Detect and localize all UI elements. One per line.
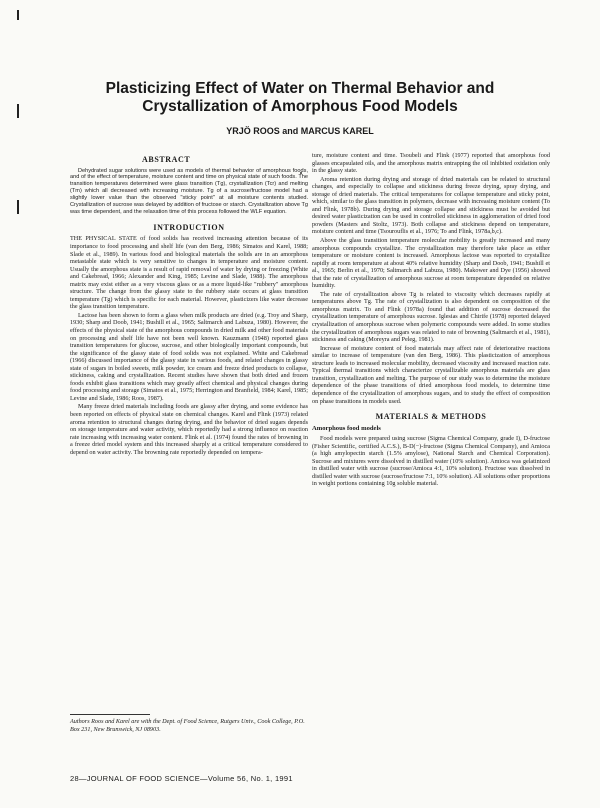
left-column [70, 152, 308, 457]
article-title [60, 80, 540, 116]
right-column [312, 152, 550, 489]
intro-paragraph-2: Lactose has been shown to form a glass when milk products are dried (e.g. Troy and Sharp, 1930; Sharp and Doob, 1941; Bushill et al., 1965; Saltmarch and Labuza, 1980). However, the effects of the physical state of the amorphous compounds in dried milk and other food materials on processing and shelf life have not been well known. Kauzmann (1948) reported glass transition temperatures for glucose, sucrose, and other biologically important compounds, but the significance of the glassy state of food solids was not explained. White and Cakebread (1966) discussed importance of the glassy state in various foods, and related changes in glassy state of sugars in boiled sweets, milk powder, ice cream and freeze dried products to collapse, stickiness, caking and crystallization. Recent studies have shown that both dried and frozen foods exhibit glass transitions which may greatly affect chemical and physical changes during food processing and storage (Simatos et al., 1975; Herrington and Branfield, 1984; Karel, 1985; Levine and Slade, 1986; Roos, 1987). [70, 311, 308, 402]
title-line-1: Plasticizing Effect of Water on Thermal Behavior and [105, 80, 495, 97]
right-paragraph-1: ture, moisture content and time. Tsoubeli and Flink (1977) reported that amorphous food glasses encapsulated oils, and the amorphous matrix entrapping the oil inhibited oxidation only in the glassy state. [312, 152, 550, 175]
right-paragraph-3: Above the glass transition temperature molecular mobility is greatly increased and many amorphous compounds crystallize. The crystallization may therefore take place as either temperature or moisture content is increased. Amorphous lactose was reported to crystallize rapidly at room temperature at about 40% relative humidity (Sharp and Doob, 1941; Bushill et al., 1965; Berlin et al., 1970; Saltmarch and Labuza, 1980). Makower and Dye (1956) showed that the rate of crystallization of amorphous sucrose at room temperature depended on relative humidity. [312, 237, 550, 290]
margin-rule-top [17, 10, 19, 20]
introduction-heading: INTRODUCTION [153, 222, 225, 232]
author-footnote: Authors Roos and Karel are with the Dept. of Food Science, Rutgers Univ., Cook College, P.O. Box 231, New Brunswick, NJ 08903. [70, 718, 305, 733]
margin-rule-middle [17, 104, 19, 118]
title-line-2: Crystallization of Amorphous Food Models [142, 98, 458, 115]
intro-paragraph-3: Many freeze dried materials including foods are glassy after drying, and some evidence has been reported on effects of physical state on chemical changes. Karel and Flink (1973) related aroma retention to structural changes during drying, and the behavior of dried sugars depends on storage temperature and water activity, which reportedly had a strong influence on reaction rate increasing with increasing water content. Flink et al. (1974) found the rates of browning in a freeze dried model system and this increased sharply at a critical temperature considered to depend on water activity. The browning rate reportedly depended on tempera- [70, 403, 308, 456]
methods-heading: MATERIALS & METHODS [375, 412, 487, 422]
right-paragraph-5: Increase of moisture content of food materials may affect rate of deteriorative reactions similar to increase of temperature (van den Berg, 1986). This plasticization of amorphous structure leads to increased molecular mobility, decreased viscosity and increased reaction rate. Typical thermal transitions which characterize crystallizable amorphous materials are glass transition, crystallization and melting. The purpose of our study was to determine the moisture dependence of the phase transitions of dried amorphous food models, to determine time dependence of the crystallization of amorphous sugars, and to study the effect of composition on phase transitions in models used. [312, 344, 550, 405]
footnote-rule [70, 714, 150, 715]
methods-subheading: Amorphous food models [312, 424, 381, 432]
article-authors: YRJÖ ROOS and MARCUS KAREL [226, 126, 374, 136]
abstract-text: Dehydrated sugar solutions were used as models of thermal behavior of amorphous foods, and of the effect of temperature, moisture content and time on physical state of such foods. The transition temperatures determined were glass transition (Tg), crystallization (Tcr) and melting (Tm) which all decreased with increasing moisture. Tg of a sucrose/fructose model had a slightly lower value than the observed "sticky point" at all moisture contents studied. Crystallization of sucrose was delayed by addition of fructose or starch. Crystallization above Tg was time dependent, and the relaxation time of this process followed the WLF equation. [70, 167, 308, 215]
margin-rule-bottom [17, 200, 19, 214]
intro-paragraph-1: THE PHYSICAL STATE of food solids has received increasing attention because of its importance to food processing and shelf life (van den Berg, 1986; Simatos and Karel, 1988; Slade et al., 1989). In various food and biological materials the solids are in an amorphous metastable state which is very sensitive to changes in temperature and moisture content. Usually the amorphous state is a result of rapid removal of water by drying or freezing (White and Cakebread, 1966; Alexander and King, 1985; Levine and Slade, 1988). The amorphous matrix may exist either as a very viscous glass or as a more liquid-like "rubbery" amorphous structure. The change from the glassy state to the rubbery state occurs at glass transition temperature (Tg) which is specific for each material. However, plasticizers like water decrease the glass transition temperature. [70, 235, 308, 311]
right-paragraph-2: Aroma retention during drying and storage of dried materials can be related to structural changes, and especially to collapse and stickiness during freeze drying, spray drying, and storage of dried materials. The critical temperatures for collapse temperature and sticky point, which, similar to the glass transition in polymers, decrease with increasing moisture content (To and Flink, 1978b). During drying and storage collapse and stickiness must be avoided but desired water plasticization can be used in controlled stickiness in agglomeration of dried food powders (Masters and Stoltz, 1973). Both collapse and stickiness depend on temperature, moisture content and time (Tsourouflis et al., 1976; To and Flink, 1978a,b,c). [312, 175, 550, 236]
right-paragraph-4: The rate of crystallization above Tg is related to viscosity which decreases rapidly at temperatures above Tg. The rate of crystallization is also dependent on composition of the amorphous matrix. To and Flink (1978a) found that addition of sucrose decreased the crystallization temperature of amorphous sucrose. Iglesias and Chirife (1978) reported delayed crystallization of amorphous sucrose when polymeric compounds were added. In some studies the crystallization of amorphous sugars was related to rate of browning (Saltmarch et al., 1981), stickiness and caking (Moreyra and Peleg, 1981). [312, 290, 550, 344]
methods-paragraph-1: Food models were prepared using sucrose (Sigma Chemical Company, grade I), D-fructose (Fisher Scientific, certified A.C.S.), B-D(−)-fructose (Sigma Chemical Company), and Amioca (a high amylopectin starch (1.5% amylose), National Starch and Chemical Corporation). Sucrose and mixtures were dissolved in distilled water (10% solution). Amioca was gelatinized in distilled water with sucrose (sucrose/Amioca 4:1, 10% solution). Fructose was dissolved in distilled water with sucrose (sucrose/fructose 7:1, 10% solution). All solutions other proportions in weight portions containing 10g soluble material. [312, 435, 551, 488]
abstract-heading: ABSTRACT [142, 155, 191, 164]
journal-footer: 28—JOURNAL OF FOOD SCIENCE—Volume 56, No. 1, 1991 [70, 774, 293, 783]
